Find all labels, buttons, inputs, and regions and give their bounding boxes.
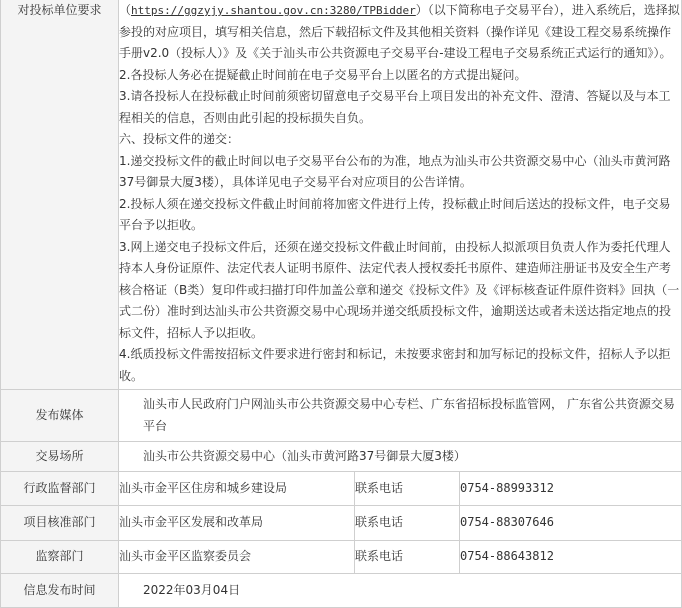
requirement-paragraph: 3.请各投标人在投标截止时间前须密切留意电子交易平台上项目发出的补充文件、澄清、答疑以及与本工程相关的信息，否则由此引起的投标损失自负。	[119, 89, 671, 125]
contact-dept-name: 汕头市金平区发展和改革局	[119, 506, 355, 541]
contact-phone: 0754-88993312	[460, 472, 682, 506]
requirement-paragraph: 4.纸质投标文件需按招标文件要求进行密封和标记，未按要求密封和加写标记的投标文件，招标人予以拒收。	[119, 347, 671, 383]
platform-link[interactable]: https://ggzyjy.shantou.gov.cn:3280/TPBidder	[131, 4, 416, 17]
contact-dept-name: 汕头市金平区监察委员会	[119, 541, 355, 574]
publish-time-row	[1, 574, 682, 608]
contact-row	[1, 472, 682, 506]
publish-time-label: 信息发布时间	[1, 574, 119, 608]
requirement-paragraph: 六、投标文件的递交：	[119, 132, 240, 146]
contact-phone-label: 联系电话	[355, 541, 460, 574]
venue-row	[1, 442, 682, 472]
venue-value: 汕头市公共资源交易中心（汕头市黄河路37号御景大厦3楼）	[119, 442, 682, 472]
requirement-paragraph: 1.递交投标文件的截止时间以电子交易平台公布的为准，地点为汕头市公共资源交易中心（汕头市黄河路37号御景大厦3楼），具体详见电子交易平台对应项目的公告详情。	[119, 153, 671, 189]
requirements-intro: （https://ggzyjy.shantou.gov.cn:3280/TPBidder）（以下简称电子交易平台），进入系统后，选择拟参投的对应项目，填写相关信息，然后下载招标文件及其他相关资料（操作详见《建设工程交易系统操作手册v2.0（投标人）》及《关于汕头市公共资源电子交易平台-建设工程电子交易系统正式运行的通知》）。	[119, 3, 680, 60]
media-row	[1, 390, 682, 442]
contact-phone-label: 联系电话	[355, 472, 460, 506]
media-label: 发布媒体	[1, 390, 119, 442]
requirement-paragraph: 2.投标人须在递交投标文件截止时间前将加密文件进行上传，投标截止时间后送达的投标文件，电子交易平台予以拒收。	[119, 196, 671, 232]
venue-label: 交易场所	[1, 442, 119, 472]
contact-row	[1, 541, 682, 574]
contact-phone: 0754-88643812	[460, 541, 682, 574]
contact-dept-name: 汕头市金平区住房和城乡建设局	[119, 472, 355, 506]
requirements-row	[1, 0, 682, 390]
contact-dept-label: 监察部门	[1, 541, 119, 574]
contact-dept-label: 项目核准部门	[1, 506, 119, 541]
contact-phone-label: 联系电话	[355, 506, 460, 541]
requirements-label: 对投标单位要求	[1, 0, 119, 390]
requirements-content	[119, 0, 682, 390]
media-value: 汕头市人民政府门户网汕头市公共资源交易中心专栏、广东省招标投标监管网， 广东省公共资源交易平台	[119, 390, 682, 442]
requirement-paragraph: 2.各投标人务必在提疑截止时间前在电子交易平台上以匿名的方式提出疑问。	[119, 67, 527, 82]
contact-phone: 0754-88307646	[460, 506, 682, 541]
contact-row	[1, 506, 682, 541]
requirement-paragraph: 3.网上递交电子投标文件后，还须在递交投标文件截止时间前，由投标人拟派项目负责人作为委托代理人持本人身份证原件、法定代表人证明书原件、法定代表人授权委托书原件、建造师注册证书及安全生产考核合格证（B类）复印件或扫描打印件加盖公章和递交《投标文件》及《评标核查证件原件资料》回执（一式二份）准时到达汕头市公共资源交易中心现场并递交纸质投标文件，逾期送达或者未送达指定地点的投标文件，招标人予以拒收。	[119, 239, 680, 340]
contact-dept-label: 行政监督部门	[1, 472, 119, 506]
publish-time-value: 2022年03月04日	[119, 574, 682, 608]
